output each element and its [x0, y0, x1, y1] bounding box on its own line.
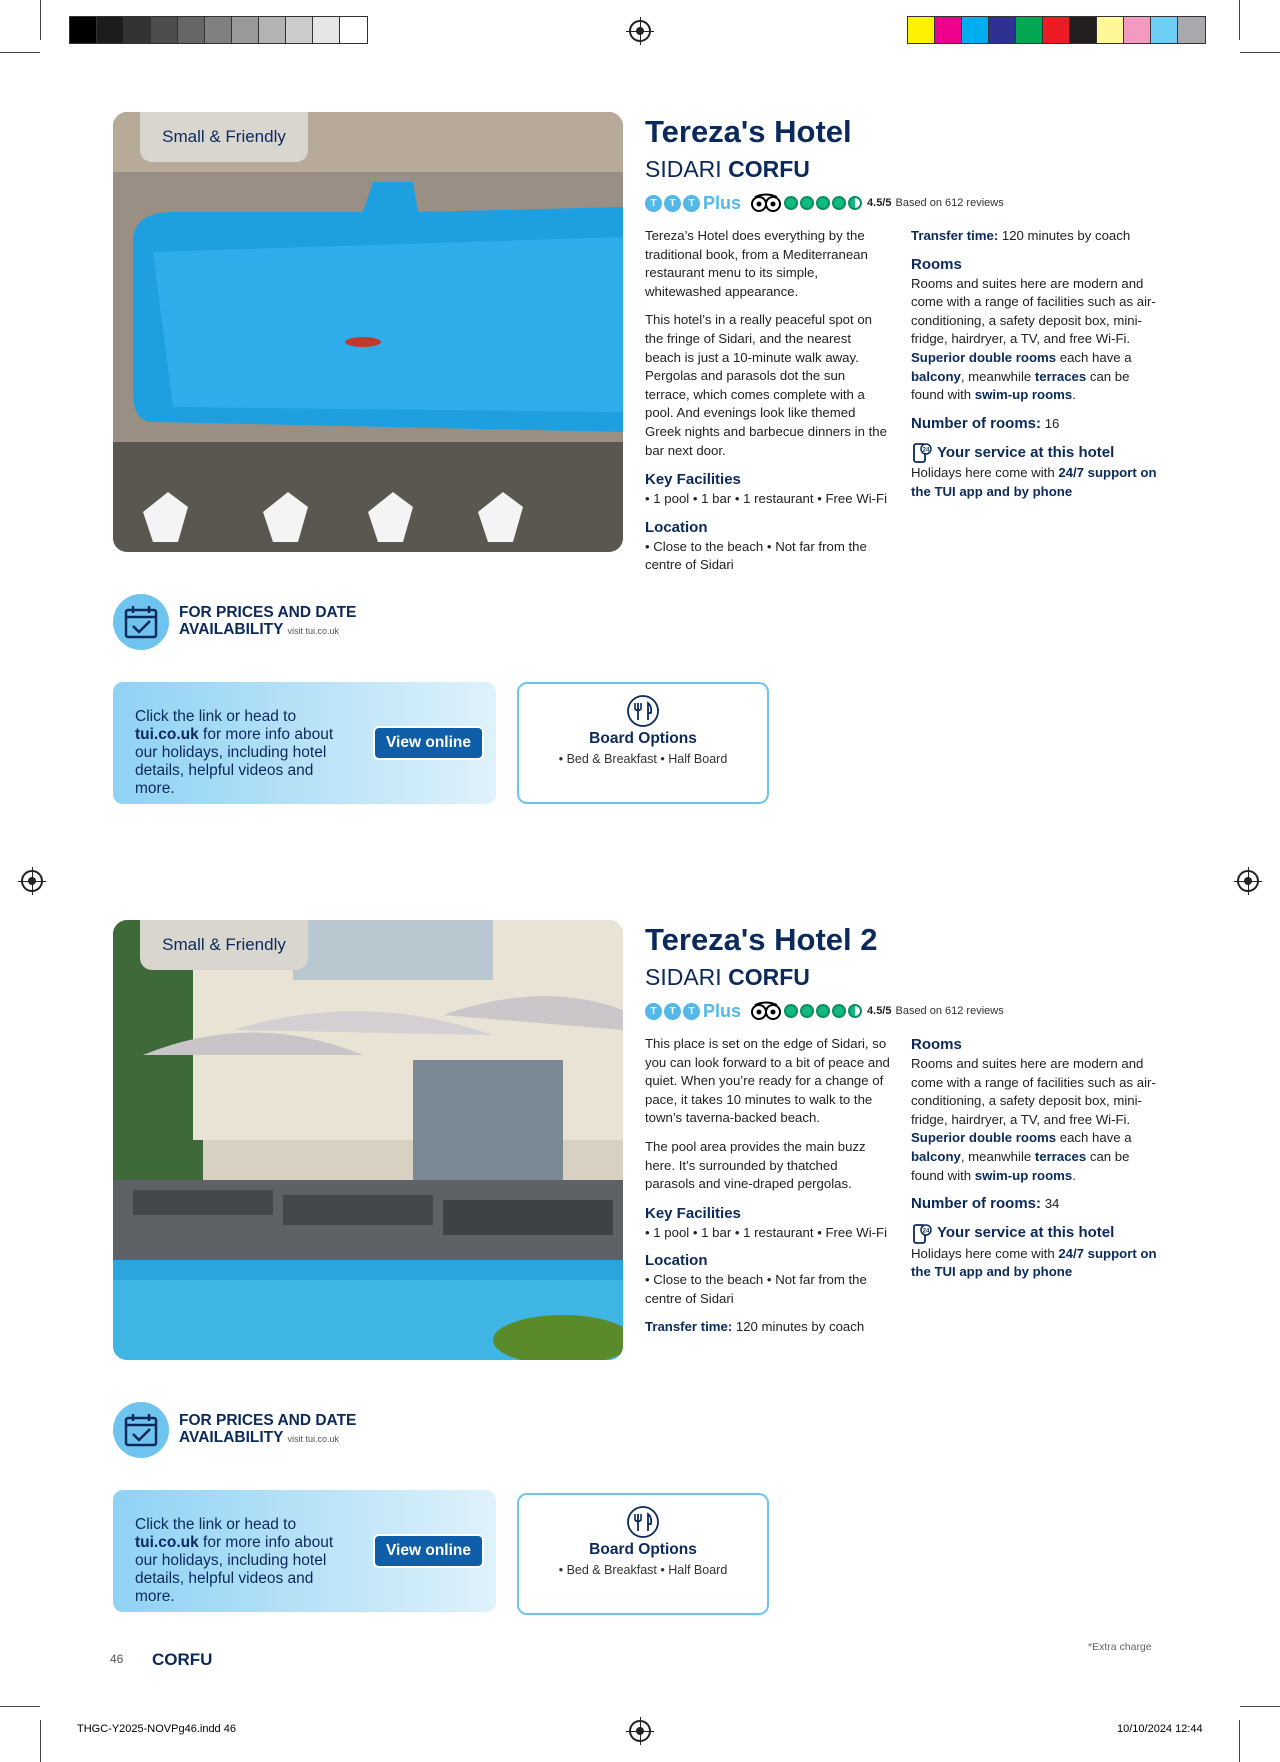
rating-bubble-icon [816, 1004, 830, 1018]
extra-charge-note: *Extra charge [1088, 1641, 1152, 1653]
availability-text: FOR PRICES AND DATE AVAILABILITY visit tui.co.uk [179, 1412, 357, 1446]
gray-swatch [178, 17, 205, 43]
svg-text:24: 24 [922, 447, 930, 454]
board-options-title: Board Options [589, 1541, 697, 1558]
print-slug-file: THGC-Y2025-NOVPg46.indd 46 [77, 1723, 236, 1735]
review-count: Based on 612 reviews [895, 1005, 1004, 1017]
board-options-list: • Bed & Breakfast • Half Board [558, 1563, 728, 1577]
page-number: 46 [110, 1652, 124, 1666]
color-swatch [1178, 17, 1205, 43]
hotel-location [645, 156, 810, 183]
resort-name: SIDARI [645, 156, 722, 182]
key-facilities [645, 1204, 890, 1243]
rating-bubble-icon [784, 196, 798, 210]
view-online-button[interactable]: View online [373, 1534, 484, 1568]
hotel-name: Tereza's Hotel 2 [645, 922, 878, 957]
tui-rating-label: Plus [703, 1000, 742, 1021]
number-of-rooms [911, 1194, 1161, 1214]
color-swatch [1070, 17, 1097, 43]
location-title: Location [645, 1252, 708, 1270]
rating-bubble-icon [784, 1004, 798, 1018]
board-options-panel [517, 682, 769, 804]
calendar-icon [113, 1402, 169, 1458]
color-swatch [1151, 17, 1178, 43]
category-tag: Small & Friendly [140, 112, 308, 162]
availability-text: FOR PRICES AND DATE AVAILABILITY visit tui.co.uk [179, 604, 357, 638]
rooms-description: Rooms and suites here are modern and come with a range of facilities such as air-conditioning, a safety deposit box, mini-fridge, hairdryer, a TV, and free Wi-Fi. Superior double rooms each have a balcony, meanwhile terraces can be found with swim-up rooms. [911, 275, 1156, 403]
cutlery-icon [626, 694, 660, 728]
board-options-panel [517, 1493, 769, 1615]
color-swatch [1124, 17, 1151, 43]
gray-swatch [151, 17, 178, 43]
num-rooms-value: 16 [1044, 415, 1060, 431]
color-swatch [1043, 17, 1070, 43]
svg-text:24: 24 [922, 1228, 930, 1235]
registration-mark [629, 20, 651, 42]
color-swatch [962, 17, 989, 43]
description-column [645, 1035, 890, 1345]
crop-mark [40, 1720, 41, 1762]
description-paragraph: Tereza’s Hotel does everything by the traditional book, from a Mediterranean restaurant menu to its simple, whitewashed appearance. [645, 228, 868, 299]
review-count: Based on 612 reviews [895, 197, 1004, 209]
gray-swatch [232, 17, 259, 43]
registration-mark [1237, 870, 1259, 892]
service-section [911, 1223, 1161, 1282]
availability-banner [113, 1402, 356, 1458]
key-facilities [645, 470, 890, 509]
key-facilities-list: • 1 pool • 1 bar • 1 restaurant • Free Wi-Fi [645, 1224, 888, 1240]
region-name: CORFU [728, 156, 810, 182]
crop-mark [1240, 52, 1280, 53]
crop-mark [1239, 0, 1240, 40]
rating-row [645, 192, 1004, 214]
crop-mark [0, 1706, 40, 1707]
description-paragraph: The pool area provides the main buzz here. It’s surrounded by thatched parasols and vine-draped pergolas. [645, 1138, 866, 1192]
rating-score: 4.5/5 [867, 197, 892, 209]
transfer-time [911, 227, 1161, 246]
rating-bubble-icon [832, 196, 846, 210]
rating-bubble-icon [832, 1004, 846, 1018]
hotel-listing [0, 920, 1280, 1640]
tui-rating-icon: T T T [645, 195, 700, 212]
details-column [911, 227, 1161, 511]
key-facilities-title: Key Facilities [645, 471, 741, 489]
hotel-photo-pool-loungers [113, 920, 623, 1360]
gray-swatch [124, 17, 151, 43]
rooms-section [911, 1035, 1161, 1185]
process-color-bar [907, 16, 1206, 44]
online-promo-panel [113, 682, 496, 804]
location-list: • Close to the beach • Not far from the centre of Sidari [645, 538, 867, 573]
rating-bubble-icon [800, 1004, 814, 1018]
rooms-description: Rooms and suites here are modern and come with a range of facilities such as air-conditioning, a safety deposit box, mini-fridge, hairdryer, a TV, and free Wi-Fi. Superior double rooms each have a balcony, meanwhile terraces can be found with swim-up rooms. [911, 1056, 1156, 1183]
board-options-list: • Bed & Breakfast • Half Board [558, 752, 728, 766]
rating-bubble-icon [816, 196, 830, 210]
color-swatch [989, 17, 1016, 43]
view-online-button[interactable]: View online [373, 726, 484, 760]
key-facilities-title: Key Facilities [645, 1204, 741, 1222]
description-column [645, 227, 890, 584]
rooms-title: Rooms [911, 255, 962, 273]
details-column [911, 1035, 1161, 1291]
crop-mark [1239, 1720, 1240, 1762]
num-rooms-label: Number of rooms: [911, 1195, 1042, 1213]
number-of-rooms [911, 414, 1161, 434]
rooms-section [911, 255, 1161, 405]
transfer-value: 120 minutes by coach [735, 1318, 865, 1334]
phone-support-icon [911, 1223, 933, 1245]
location-title: Location [645, 518, 708, 536]
cutlery-icon [626, 1505, 660, 1539]
key-facilities-list: • 1 pool • 1 bar • 1 restaurant • Free Wi-Fi [645, 491, 888, 507]
availability-link[interactable]: visit tui.co.uk [287, 626, 340, 636]
num-rooms-label: Number of rooms: [911, 414, 1042, 432]
tui-rating-label: Plus [703, 192, 742, 213]
gray-swatch [70, 17, 97, 43]
gray-swatch [340, 17, 367, 43]
service-section [911, 442, 1161, 501]
region-name: CORFU [728, 964, 810, 990]
service-text: Holidays here come with 24/7 support on the TUI app and by phone [911, 1245, 1157, 1280]
print-slug-date: 10/10/2024 12:44 [1117, 1723, 1203, 1735]
transfer-label: Transfer time: [645, 1318, 733, 1334]
promo-text: Click the link or head to tui.co.uk for more info about our holidays, including hotel details, helpful videos and more. [135, 708, 334, 797]
hotel-listing [0, 112, 1280, 832]
service-title: Your service at this hotel [937, 1224, 1115, 1242]
hotel-location [645, 964, 810, 991]
location-list: • Close to the beach • Not far from the centre of Sidari [645, 1272, 867, 1306]
gray-swatch [259, 17, 286, 43]
gray-swatch [205, 17, 232, 43]
service-title: Your service at this hotel [937, 444, 1115, 462]
crop-mark [1240, 1706, 1280, 1707]
transfer-label: Transfer time: [911, 228, 999, 243]
resort-name: SIDARI [645, 964, 722, 990]
color-swatch [935, 17, 962, 43]
description-paragraph: This place is set on the edge of Sidari, so you can look forward to a bit of peace and quiet. When you’re ready for a change of pace, it takes 10 minutes to walk to the town’s taverna-backed beach. [645, 1036, 890, 1126]
tripadvisor-owl-icon [751, 193, 781, 213]
hotel-photo-pool-aerial [113, 112, 623, 552]
num-rooms-value: 34 [1044, 1196, 1060, 1212]
location-section [645, 518, 890, 575]
location-section [645, 1251, 890, 1308]
rating-score: 4.5/5 [867, 1005, 892, 1017]
tripadvisor-owl-icon [751, 1001, 781, 1021]
hotel-name: Tereza's Hotel [645, 114, 852, 149]
color-swatch [1097, 17, 1124, 43]
category-tag: Small & Friendly [140, 920, 308, 970]
transfer-value: 120 minutes by coach [1001, 228, 1131, 243]
rating-row [645, 1000, 1004, 1022]
crop-mark [0, 52, 40, 53]
rooms-title: Rooms [911, 1036, 962, 1053]
service-text: Holidays here come with 24/7 support on the TUI app and by phone [911, 465, 1157, 499]
rating-bubble-half-icon [848, 196, 862, 210]
calendar-icon [113, 594, 169, 650]
tui-rating-icon: T T T [645, 1003, 700, 1020]
registration-mark [21, 870, 43, 892]
rating-bubble-icon [800, 196, 814, 210]
online-promo-panel [113, 1490, 496, 1612]
phone-support-icon [911, 442, 933, 464]
gray-swatch [97, 17, 124, 43]
rating-bubble-half-icon [848, 1004, 862, 1018]
crop-mark [40, 0, 41, 40]
gray-swatch [313, 17, 340, 43]
description-paragraph: This hotel’s in a really peaceful spot on the fringe of Sidari, and the nearest beach is just a 10-minute walk away. Pergolas and parasols dot the sun terrace, which comes complete with a pool. And evenings look like themed Greek nights and barbecue dinners in the bar next door. [645, 312, 887, 458]
transfer-time [645, 1318, 890, 1337]
promo-text: Click the link or head to tui.co.uk for more info about our holidays, including hotel details, helpful videos and more. [135, 1516, 334, 1605]
availability-link[interactable]: visit tui.co.uk [287, 1434, 340, 1444]
color-swatch [1016, 17, 1043, 43]
availability-banner [113, 594, 356, 650]
color-swatch [908, 17, 935, 43]
gray-swatch [286, 17, 313, 43]
grayscale-color-bar [69, 16, 368, 44]
registration-mark [629, 1720, 651, 1742]
section-name: CORFU [152, 1650, 213, 1669]
board-options-title: Board Options [589, 730, 697, 747]
